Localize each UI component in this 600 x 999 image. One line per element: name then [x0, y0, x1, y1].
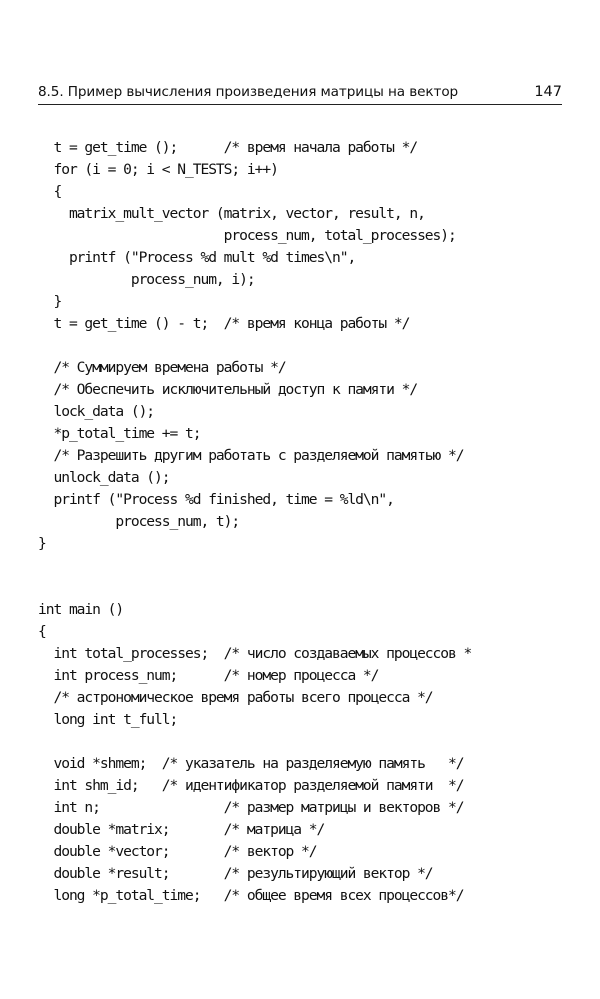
code-line: int process_num; /* номер процесса */	[38, 667, 379, 684]
code-line: long *p_total_time; /* общее время всех процессов*/	[38, 887, 464, 904]
code-line: matrix_mult_vector (matrix, vector, result, n,	[38, 205, 425, 222]
code-line	[38, 731, 568, 753]
code-line: printf ("Process %d finished, time = %ld\n",	[38, 491, 394, 508]
code-line: lock_data ();	[38, 403, 155, 420]
code-line: double *result; /* результирующий вектор */	[38, 865, 433, 882]
section-title: 8.5. Пример вычисления произведения матрицы на вектор	[38, 84, 459, 100]
code-line: t = get_time () - t; /* время конца работы */	[38, 315, 410, 332]
code-line: /* Суммируем времена работы */	[38, 359, 286, 376]
code-line: long int t_full;	[38, 711, 178, 728]
code-line: int total_processes; /* число создаваемых процессов *	[38, 645, 472, 662]
code-line	[38, 577, 568, 599]
code-line: double *matrix; /* матрица */	[38, 821, 325, 838]
running-header	[38, 78, 562, 105]
code-line: }	[38, 535, 46, 552]
code-line	[38, 555, 568, 577]
code-line: for (i = 0; i < N_TESTS; i++)	[38, 161, 278, 178]
code-line: process_num, i);	[38, 271, 255, 288]
code-line: unlock_data ();	[38, 469, 170, 486]
code-line: int n; /* размер матрицы и векторов */	[38, 799, 464, 816]
code-line: *p_total_time += t;	[38, 425, 201, 442]
code-line: double *vector; /* вектор */	[38, 843, 317, 860]
code-line: process_num, t);	[38, 513, 240, 530]
code-line: /* Разрешить другим работать с разделяемой памятью */	[38, 447, 464, 464]
code-listing	[38, 137, 568, 907]
code-line: {	[38, 183, 62, 200]
code-line: int shm_id; /* идентификатор разделяемой памяти */	[38, 777, 464, 794]
code-line: {	[38, 623, 46, 640]
code-line: void *shmem; /* указатель на разделяемую память */	[38, 755, 464, 772]
code-line: process_num, total_processes);	[38, 227, 456, 244]
code-line: /* Обеспечить исключительный доступ к памяти */	[38, 381, 418, 398]
code-line: }	[38, 293, 62, 310]
code-line	[38, 335, 568, 357]
code-line: /* астрономическое время работы всего процесса */	[38, 689, 433, 706]
page-number: 147	[534, 84, 562, 100]
code-line: printf ("Process %d mult %d times\n",	[38, 249, 356, 266]
code-line: int main ()	[38, 601, 124, 618]
code-line: t = get_time (); /* время начала работы */	[38, 139, 418, 156]
